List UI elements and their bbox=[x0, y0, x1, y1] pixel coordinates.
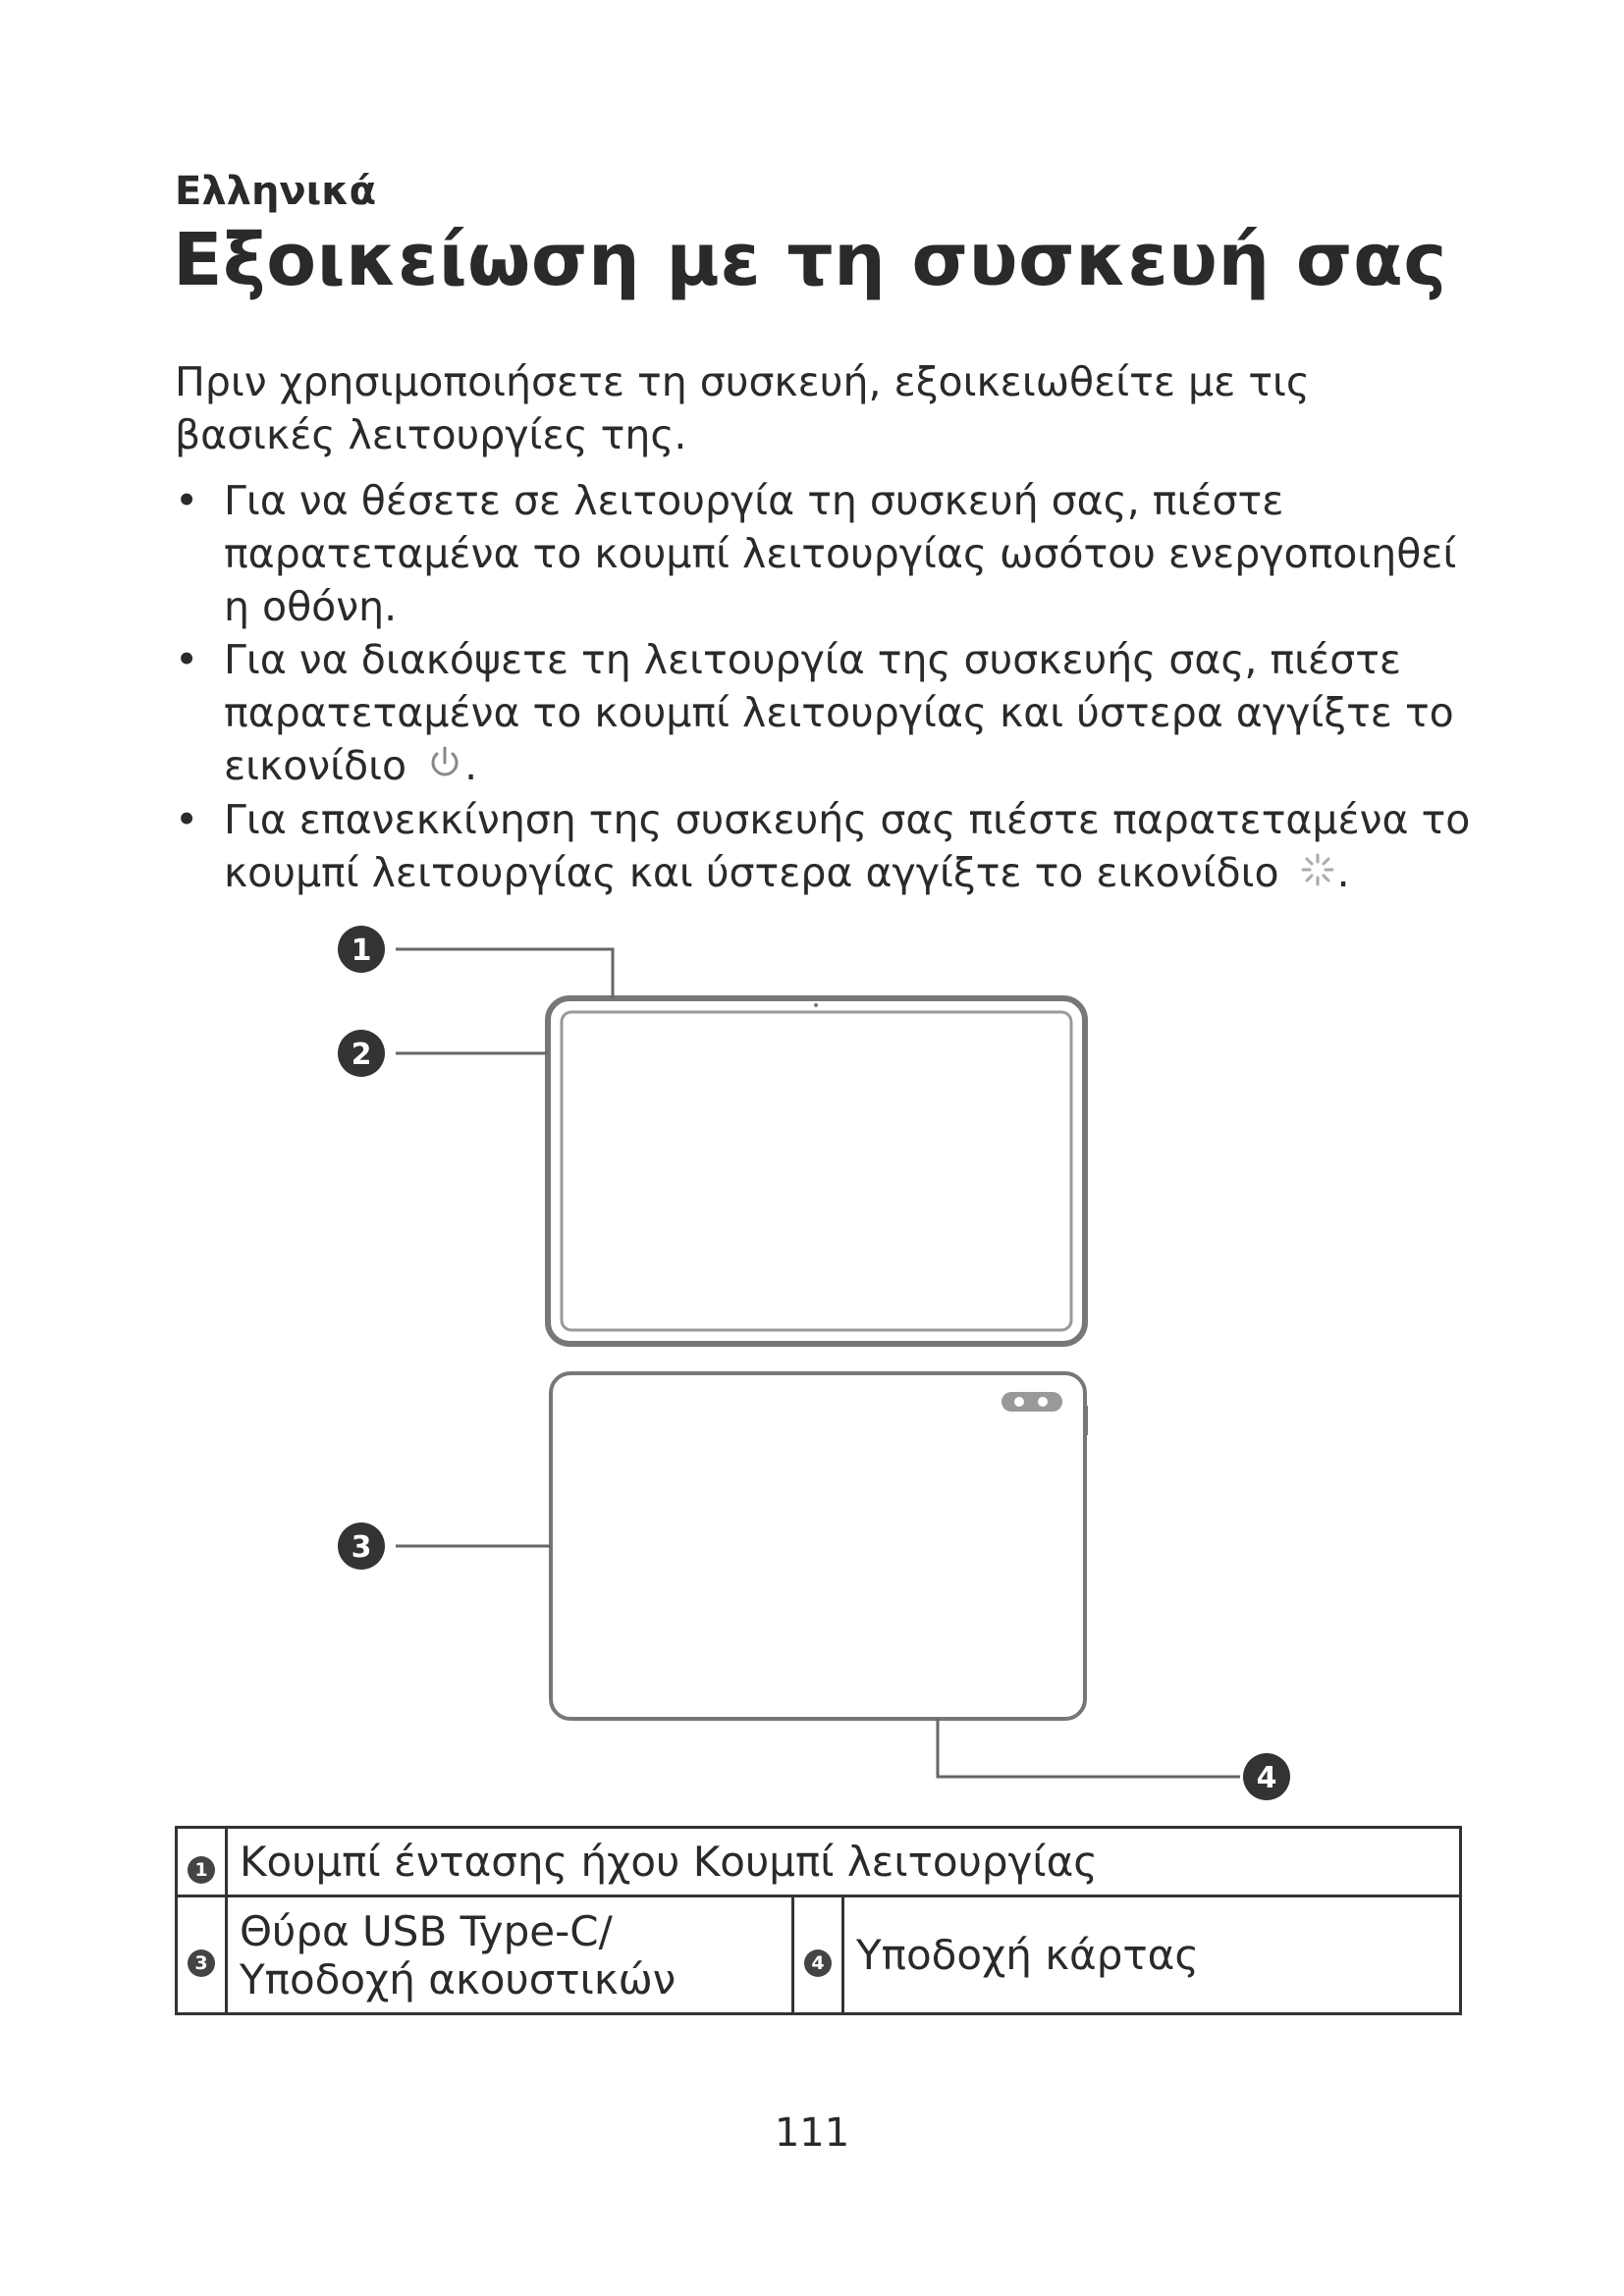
bullet-marker: • bbox=[175, 477, 199, 524]
legend-label-cell bbox=[227, 1896, 793, 2014]
legend-label: Υποδοχή κάρτας bbox=[856, 1931, 1199, 1979]
bullet-marker: • bbox=[175, 636, 199, 683]
bullet-marker: • bbox=[175, 796, 199, 843]
legend-badge: 3 bbox=[188, 1949, 215, 1977]
callout-4 bbox=[1243, 1753, 1290, 1800]
page-title: Εξοικείωση με τη συσκευή σας bbox=[173, 218, 1447, 302]
legend-number-cell bbox=[177, 1828, 227, 1896]
legend-label: Κουμπί έντασης ήχου Κουμπί λειτουργίας bbox=[240, 1838, 1098, 1886]
legend-number-cell bbox=[793, 1896, 843, 2014]
bullet-text: Για να θέσετε σε λειτουργία τη συσκευή σας, πιέστε παρατεταμένα το κουμπί λειτουργίας ωσότου ενεργοποιηθεί η οθόνη. bbox=[224, 477, 1457, 630]
bullet-text: Για να διακόψετε τη λειτουργία της συσκευής σας, πιέστε παρατεταμένα το κουμπί λειτουργίας και ύστερα αγγίξτε το εικονίδιο bbox=[224, 636, 1454, 789]
legend-label-cell bbox=[227, 1828, 1461, 1896]
legend-badge: 4 bbox=[804, 1949, 832, 1977]
svg-text:4: 4 bbox=[1256, 1761, 1277, 1795]
callout-2 bbox=[338, 1030, 385, 1077]
svg-text:1: 1 bbox=[351, 934, 372, 968]
tablet-front bbox=[548, 998, 1085, 1344]
callout-1 bbox=[338, 926, 385, 973]
bullet-text: Για επανεκκίνηση της συσκευής σας πιέστε παρατεταμένα το κουμπί λειτουργίας και ύστερα αγγίξτε το εικονίδιο bbox=[224, 796, 1471, 896]
legend-table bbox=[175, 1826, 1462, 2015]
legend-label-cell bbox=[843, 1896, 1461, 2014]
intro-paragraph: Πριν χρησιμοποιήσετε τη συσκευή, εξοικειωθείτε με τις βασικές λειτουργίες της. bbox=[175, 358, 1310, 458]
svg-text:2: 2 bbox=[351, 1038, 372, 1072]
legend-number-cell bbox=[177, 1896, 227, 2014]
language-label: Ελληνικά bbox=[175, 169, 377, 214]
table-row bbox=[177, 1828, 1461, 1896]
page-number: 111 bbox=[774, 2110, 850, 2156]
legend-label: Θύρα USB Type-C/Υποδοχή ακουστικών bbox=[240, 1906, 677, 2003]
bullet-suffix: . bbox=[464, 742, 478, 789]
callout-3 bbox=[338, 1522, 385, 1570]
tablet-back bbox=[551, 1373, 1088, 1719]
legend-badge: 1 bbox=[188, 1856, 215, 1884]
bullet-suffix: . bbox=[1336, 849, 1350, 896]
svg-text:3: 3 bbox=[351, 1530, 372, 1565]
table-row bbox=[177, 1896, 1461, 2014]
